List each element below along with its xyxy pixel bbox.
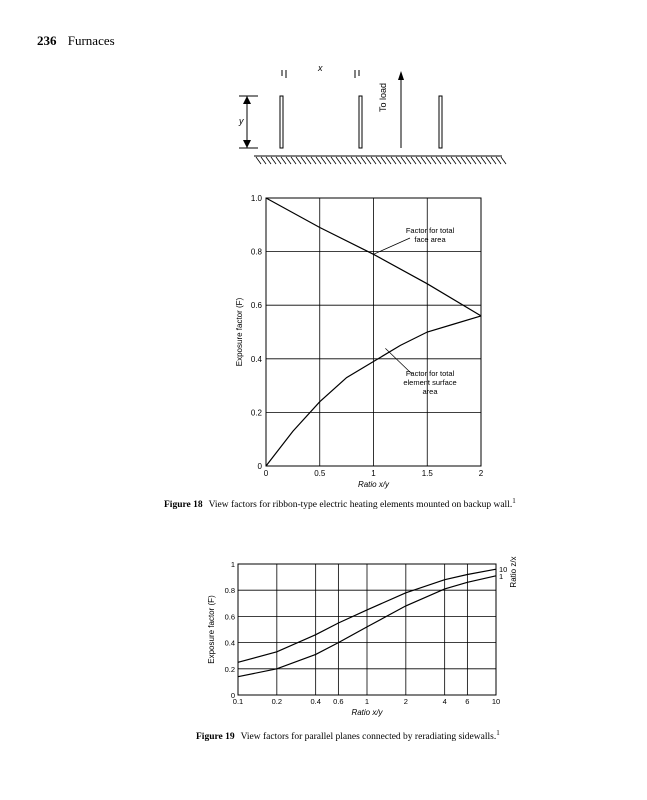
y-tick-label: 0.4 (250, 354, 262, 364)
y-tick-label: 0 (257, 462, 262, 471)
x-tick-label: 0.5 (314, 469, 326, 478)
running-title: Furnaces (67, 33, 115, 48)
x-tick-label: 1 (364, 697, 370, 706)
y-tick-label: 0.2 (224, 664, 235, 674)
figure-19-label: Figure 19 (196, 732, 235, 743)
y-tick-label: 1 (230, 560, 235, 569)
x-tick-label: 1.5 (421, 469, 433, 478)
y-tick-label: 0.6 (250, 301, 262, 311)
face-area-annotation: face area (414, 235, 446, 244)
figure-19-caption-text: View factors for parallel planes connected by reradiating sidewalls. (240, 732, 497, 743)
y-tick-label: 0.6 (224, 612, 235, 622)
figure-19-caption-ref: 1 (496, 729, 500, 737)
x-tick-label: 6 (465, 697, 470, 706)
page-number: 236 (37, 33, 57, 48)
x-axis-label: Ratio x/y (357, 480, 390, 489)
figure-18-label: Figure 18 (164, 500, 203, 511)
x-axis-label: Ratio x/y (351, 708, 383, 717)
figure-18-caption-ref: 1 (512, 497, 516, 505)
y-tick-label: 0.8 (250, 247, 262, 257)
element-surface-annotation: area (422, 387, 438, 396)
y-dimension-label: y (239, 116, 244, 126)
x-tick-label: 4 (442, 697, 447, 706)
x-tick-label: 0.1 (232, 697, 244, 706)
y-tick-label: 0.4 (224, 638, 235, 648)
x-tick-label: 0 (263, 469, 269, 478)
y-tick-label: 0.2 (250, 408, 262, 418)
y-tick-label: 1.0 (250, 194, 262, 203)
y-tick-label: 0 (230, 691, 235, 700)
face-area-annotation: Factor for total (405, 226, 455, 235)
right-axis-label: Ratio z/x (509, 556, 518, 588)
figure-19-caption (196, 729, 500, 742)
to-load-label: To load (378, 82, 388, 112)
x-tick-label: 0.6 (333, 697, 344, 706)
x-tick-label: 10 (491, 697, 501, 706)
element-surface-annotation: Factor for total (405, 369, 455, 378)
x-tick-label: 0.4 (310, 697, 321, 706)
figure-18-caption-text: View factors for ribbon-type electric heating elements mounted on backup wall. (208, 500, 513, 511)
x-dimension-label: x (318, 63, 323, 73)
curve-label: 1 (499, 571, 504, 581)
x-tick-label: 2 (403, 697, 408, 706)
y-axis-label: Exposure factor (F) (207, 595, 216, 664)
x-tick-label: 2 (478, 469, 484, 478)
y-axis-label: Exposure factor (F) (235, 297, 244, 367)
element-surface-annotation: element surface (403, 378, 457, 387)
x-tick-label: 0.2 (271, 697, 283, 706)
y-tick-label: 0.8 (224, 586, 235, 596)
x-tick-label: 1 (371, 469, 376, 478)
curve-label: 10 (499, 565, 508, 575)
